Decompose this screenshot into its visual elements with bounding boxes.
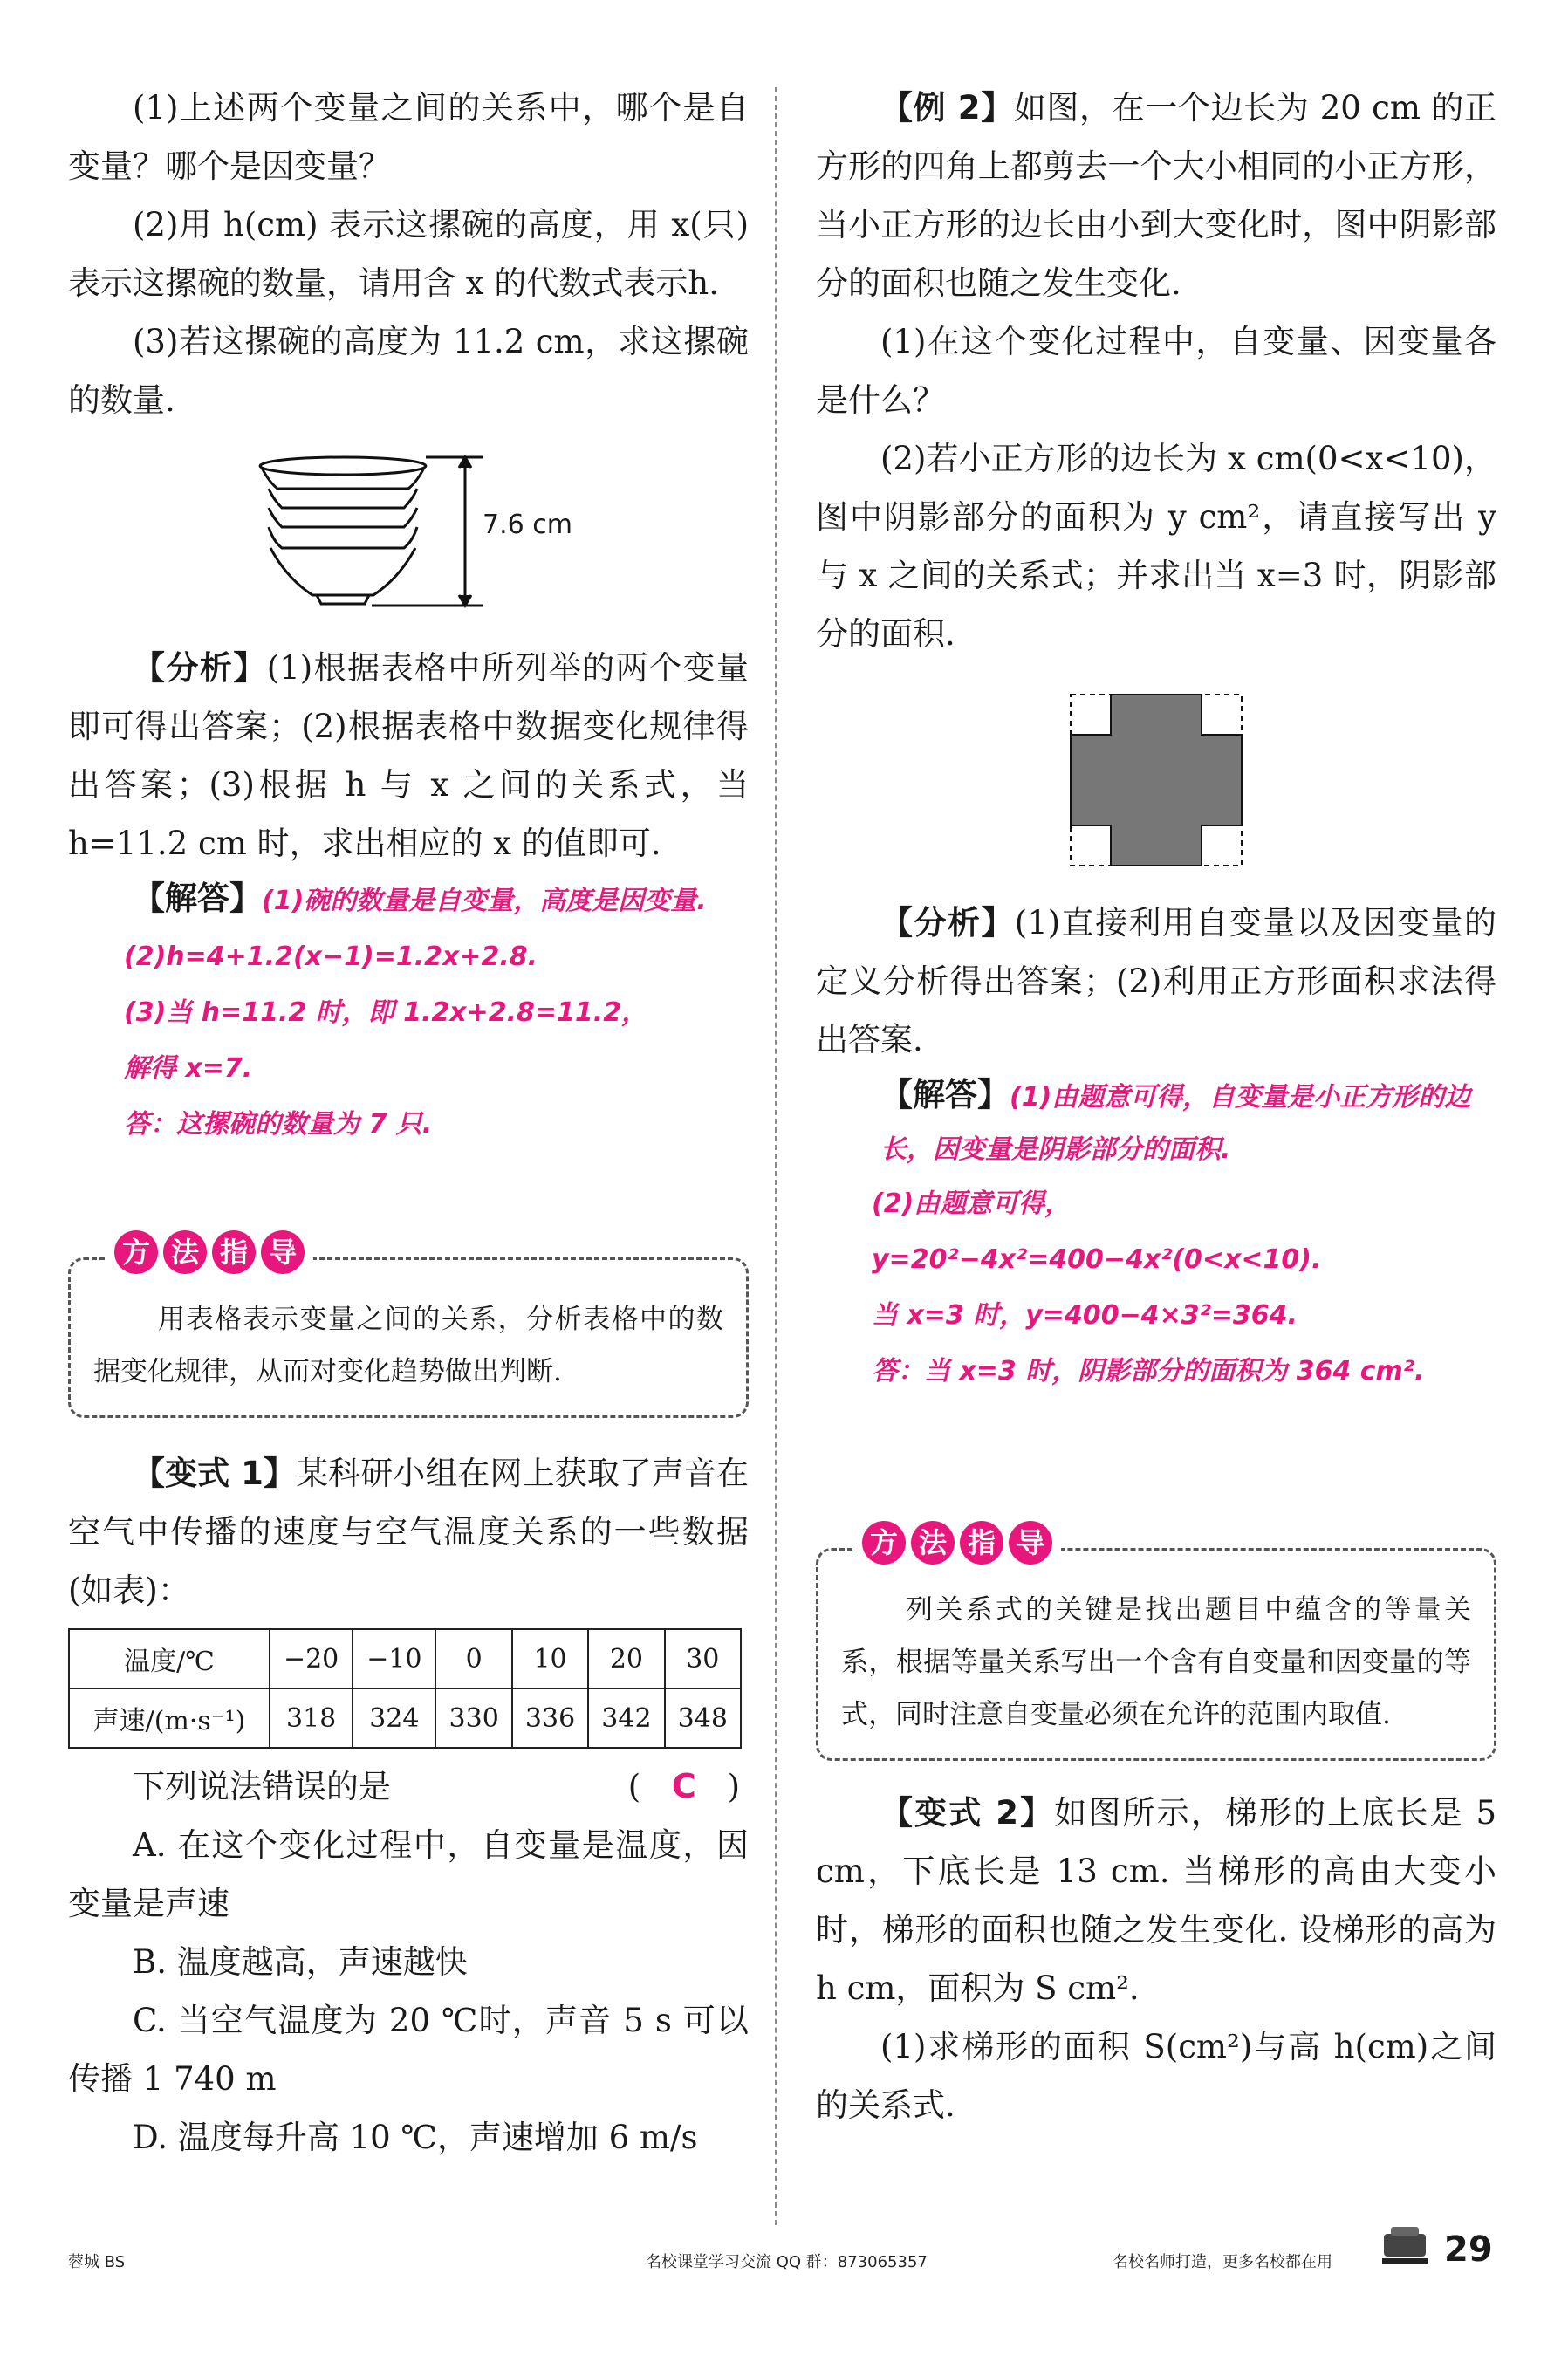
option-a: A. 在这个变化过程中，自变量是温度，因变量是声速 [68, 1826, 749, 1922]
temperature-speed-table [68, 1628, 742, 1749]
solution-line-3: (3)当 h=11.2 时，即 1.2x+2.8=11.2， [124, 997, 648, 1028]
table-cell: 30 [665, 1629, 741, 1688]
example-2-tag: 【例 2】 [880, 89, 1014, 127]
analysis-text: (1)直接利用自变量以及因变量的定义分析得出答案；(2)利用正方形面积求法得出答案. [816, 904, 1497, 1058]
method-guide-text: 用表格表示变量之间的关系，分析表格中的数据变化规律，从而对变化趋势做出判断. [93, 1304, 723, 1387]
left-question-2: (2)用 h(cm) 表示这摞碗的高度，用 x(只) 表示这摞碗的数量，请用含 x 的代数式表示h. [68, 206, 749, 302]
left-solution-header [68, 873, 749, 929]
option-d: D. 温度每升高 10 ℃，声速增加 6 m/s [133, 2119, 698, 2156]
method-guide-box-left [68, 1236, 749, 1418]
right-analysis [816, 894, 1496, 1069]
variant-2 [816, 1784, 1496, 2017]
table-row-head: 温度/℃ [69, 1629, 270, 1688]
right-solution-line-4: 答：当 x=3 时，阴影部分的面积为 364 cm². [872, 1356, 1425, 1387]
right-solution-line-3: 当 x=3 时，y=400−4×3²=364. [872, 1300, 1298, 1331]
bowl-height-label: 7.6 cm [483, 510, 572, 540]
variant-2-text: 如图所示，梯形的上底长是 5 cm，下底长是 13 cm. 当梯形的高由大变小时，梯形的面积也随之发生变化. 设梯形的高为h cm，面积为 S cm². [816, 1794, 1496, 2007]
example-2-text: 如图，在一个边长为 20 cm 的正方形的四角上都剪去一个大小相同的小正方形，当小正方形的边长由小到大变化时，图中阴影部分的面积也随之发生变化. [816, 89, 1496, 302]
question-text: 下列说法错误的是 [133, 1768, 391, 1805]
table-cell: 330 [435, 1688, 511, 1748]
table-cell: 0 [435, 1629, 511, 1688]
table-row [69, 1688, 741, 1748]
right-column [816, 79, 1496, 2134]
right-question-1: (1)在这个变化过程中，自变量、因变量各是什么？ [816, 323, 1496, 419]
variant-1-tag: 【变式 1】 [133, 1455, 297, 1492]
method-guide-title: 方 法 指 导 [106, 1230, 313, 1274]
table-cell: 324 [353, 1688, 435, 1748]
solution-line-5: 答：这摞碗的数量为 7 只. [124, 1109, 433, 1140]
footer-middle: 名校课堂学习交流 QQ 群：873065357 [646, 2253, 928, 2271]
table-cell: 20 [588, 1629, 664, 1688]
analysis-tag: 【分析】 [880, 904, 1015, 942]
table-cell: 10 [512, 1629, 588, 1688]
right-solution-line-2: (2)由题意可得，y=20²−4x²=400−4x²(0<x<10). [872, 1188, 1322, 1275]
table-cell: 318 [270, 1688, 353, 1748]
table-row [69, 1629, 741, 1688]
variant-1 [68, 1444, 749, 1620]
page-number: 29 [1444, 2229, 1493, 2270]
question-line [68, 1757, 749, 1816]
variant-2-question-1: (1)求梯形的面积 S(cm²)与高 h(cm)之间的关系式. [816, 2028, 1496, 2124]
footer-right: 名校名师打造，更多名校都在用 [1113, 2253, 1332, 2271]
example-2 [816, 79, 1496, 312]
left-question-1: (1)上述两个变量之间的关系中，哪个是自变量？哪个是因变量？ [68, 89, 749, 185]
solution-line-4: 解得 x=7. [124, 1053, 253, 1084]
table-cell: 336 [512, 1688, 588, 1748]
option-c: C. 当空气温度为 20 ℃时，声音 5 s 可以传播 1 740 m [68, 2002, 749, 2098]
left-analysis [68, 639, 749, 873]
variant-1-text: 某科研小组在网上获取了声音在空气中传播的速度与空气温度关系的一些数据(如表)： [68, 1455, 749, 1609]
left-question-3: (3)若这摞碗的高度为 11.2 cm，求这摞碗的数量. [68, 323, 749, 419]
solution-line-2: (2)h=4+1.2(x−1)=1.2x+2.8. [124, 942, 538, 972]
option-b: B. 温度越高，声速越快 [133, 1943, 468, 1981]
right-solution-line-1: 【解答】(1)由题意可得，自变量是小正方形的边长，因变量是阴影部分的面积. [880, 1076, 1471, 1165]
table-cell: 348 [665, 1688, 741, 1748]
right-question-2: (2)若小正方形的边长为 x cm(0<x<10)，图中阴影部分的面积为 y cm²，请直接写出 y 与 x 之间的关系式；并求出当 x=3 时，阴影部分的面积. [816, 440, 1496, 653]
solution-line-1: (1)碗的数量是自变量，高度是因变量. [262, 886, 707, 916]
left-column [68, 79, 749, 2167]
method-guide-text: 列关系式的关键是找出题目中蕴含的等量关系，根据等量关系写出一个含有自变量和因变量的等式，同时注意自变量必须在允许的范围内取值. [841, 1594, 1471, 1730]
table-cell: 342 [588, 1688, 664, 1748]
answer-bracket: ( C ) [627, 1767, 740, 1805]
cross-shape-icon [1069, 693, 1243, 867]
table-cell: −20 [270, 1629, 353, 1688]
table-cell: −10 [353, 1629, 435, 1688]
method-guide-box-right [816, 1526, 1496, 1761]
solution-tag: 【解答】 [133, 880, 262, 917]
table-row-head: 声速/(m·s⁻¹) [69, 1688, 270, 1748]
publisher-logo-icon [1379, 2223, 1431, 2267]
analysis-tag: 【分析】 [133, 649, 267, 687]
method-guide-title: 方 法 指 导 [853, 1521, 1061, 1565]
square-cut-figure [1069, 693, 1243, 867]
column-divider [775, 87, 777, 2225]
footer-left: 蓉城 BS [68, 2253, 126, 2271]
analysis-text: (1)根据表格中所列举的两个变量即可得出答案；(2)根据表格中数据变化规律得出答案；(3)根据 h 与 x 之间的关系式，当 h=11.2 cm 时，求出相应的 x 的值即可. [68, 649, 750, 862]
answer-choice: C [671, 1767, 696, 1805]
variant-2-tag: 【变式 2】 [880, 1794, 1055, 1832]
solution-tag: 【解答】 [880, 1076, 1010, 1113]
bowl-stack-figure [234, 447, 583, 621]
